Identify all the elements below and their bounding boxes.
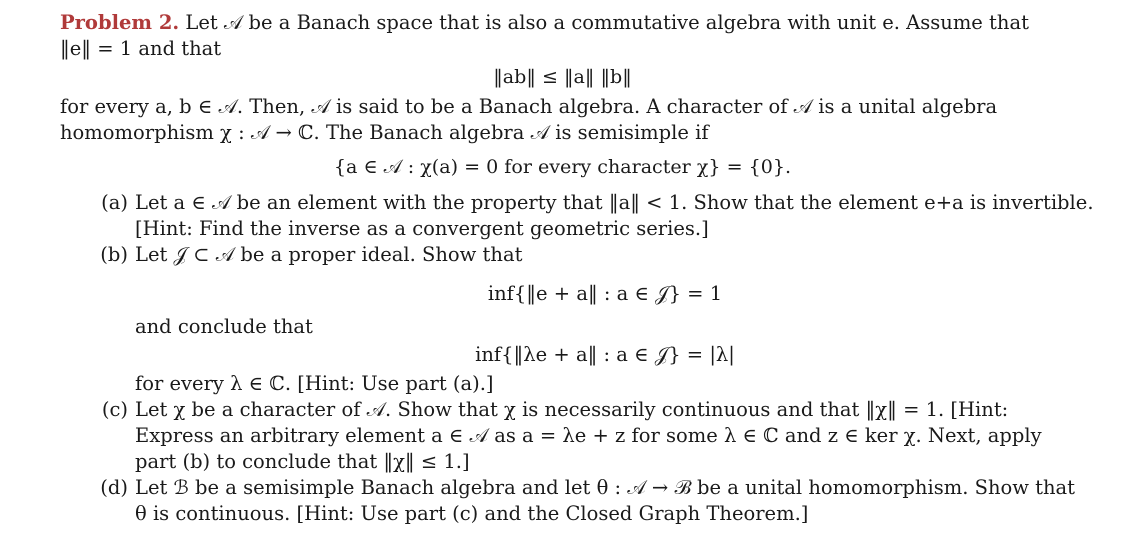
intro-line-1 (60, 10, 1029, 36)
part-b-label: (b) (100, 243, 128, 266)
part-b-equation-2: inf{‖λe + a‖ : a ∈ 𝒥} = |λ| (475, 343, 735, 366)
part-a-hint: [Hint: Find the inverse as a convergent geometric series.] (135, 217, 709, 240)
part-b-line-2: and conclude that (135, 315, 313, 338)
part-b-line-1: Let 𝒥 ⊂ 𝒜 be a proper ideal. Show that (135, 243, 523, 266)
intro-line-2: ‖e‖ = 1 and that (60, 37, 222, 60)
part-c-line-2: Express an arbitrary element a ∈ 𝒜 as a = λe + z for some λ ∈ ℂ and z ∈ ker χ. Next, apply (135, 424, 1042, 447)
intro-line-3: for every a, b ∈ 𝒜. Then, 𝒜 is said to be a Banach algebra. A character of 𝒜 is a unital algebra (60, 95, 998, 118)
part-a-label: (a) (101, 191, 128, 214)
intro-line-4: homomorphism χ : 𝒜 → ℂ. The Banach algebra 𝒜 is semisimple if (60, 121, 709, 144)
problem-heading: Problem 2. (60, 11, 180, 34)
part-b-line-3: for every λ ∈ ℂ. [Hint: Use part (a).] (135, 372, 494, 395)
part-a-line-1: Let a ∈ 𝒜 be an element with the property that ‖a‖ < 1. Show that the element e+a is invertible. (135, 191, 1094, 214)
intro-text-1: Let 𝒜 be a Banach space that is also a commutative algebra with unit e. Assume that (185, 11, 1029, 34)
equation-semisimple: {a ∈ 𝒜 : χ(a) = 0 for every character χ} = {0}. (333, 156, 792, 178)
part-d-line-2: θ is continuous. [Hint: Use part (c) and the Closed Graph Theorem.] (135, 502, 809, 525)
part-d-label: (d) (100, 476, 128, 499)
part-c-line-1: Let χ be a character of 𝒜. Show that χ is necessarily continuous and that ‖χ‖ = 1. [Hint: (135, 398, 1009, 421)
part-d-line-1: Let ℬ be a semisimple Banach algebra and let θ : 𝒜 → ℬ be a unital homomorphism. Show that (135, 476, 1075, 499)
part-c-label: (c) (101, 398, 128, 421)
part-c-line-3: part (b) to conclude that ‖χ‖ ≤ 1.] (135, 450, 470, 473)
equation-norm-submultiplicative: ‖ab‖ ≤ ‖a‖ ‖b‖ (493, 66, 632, 88)
part-b-equation-1: inf{‖e + a‖ : a ∈ 𝒥} = 1 (487, 282, 723, 305)
